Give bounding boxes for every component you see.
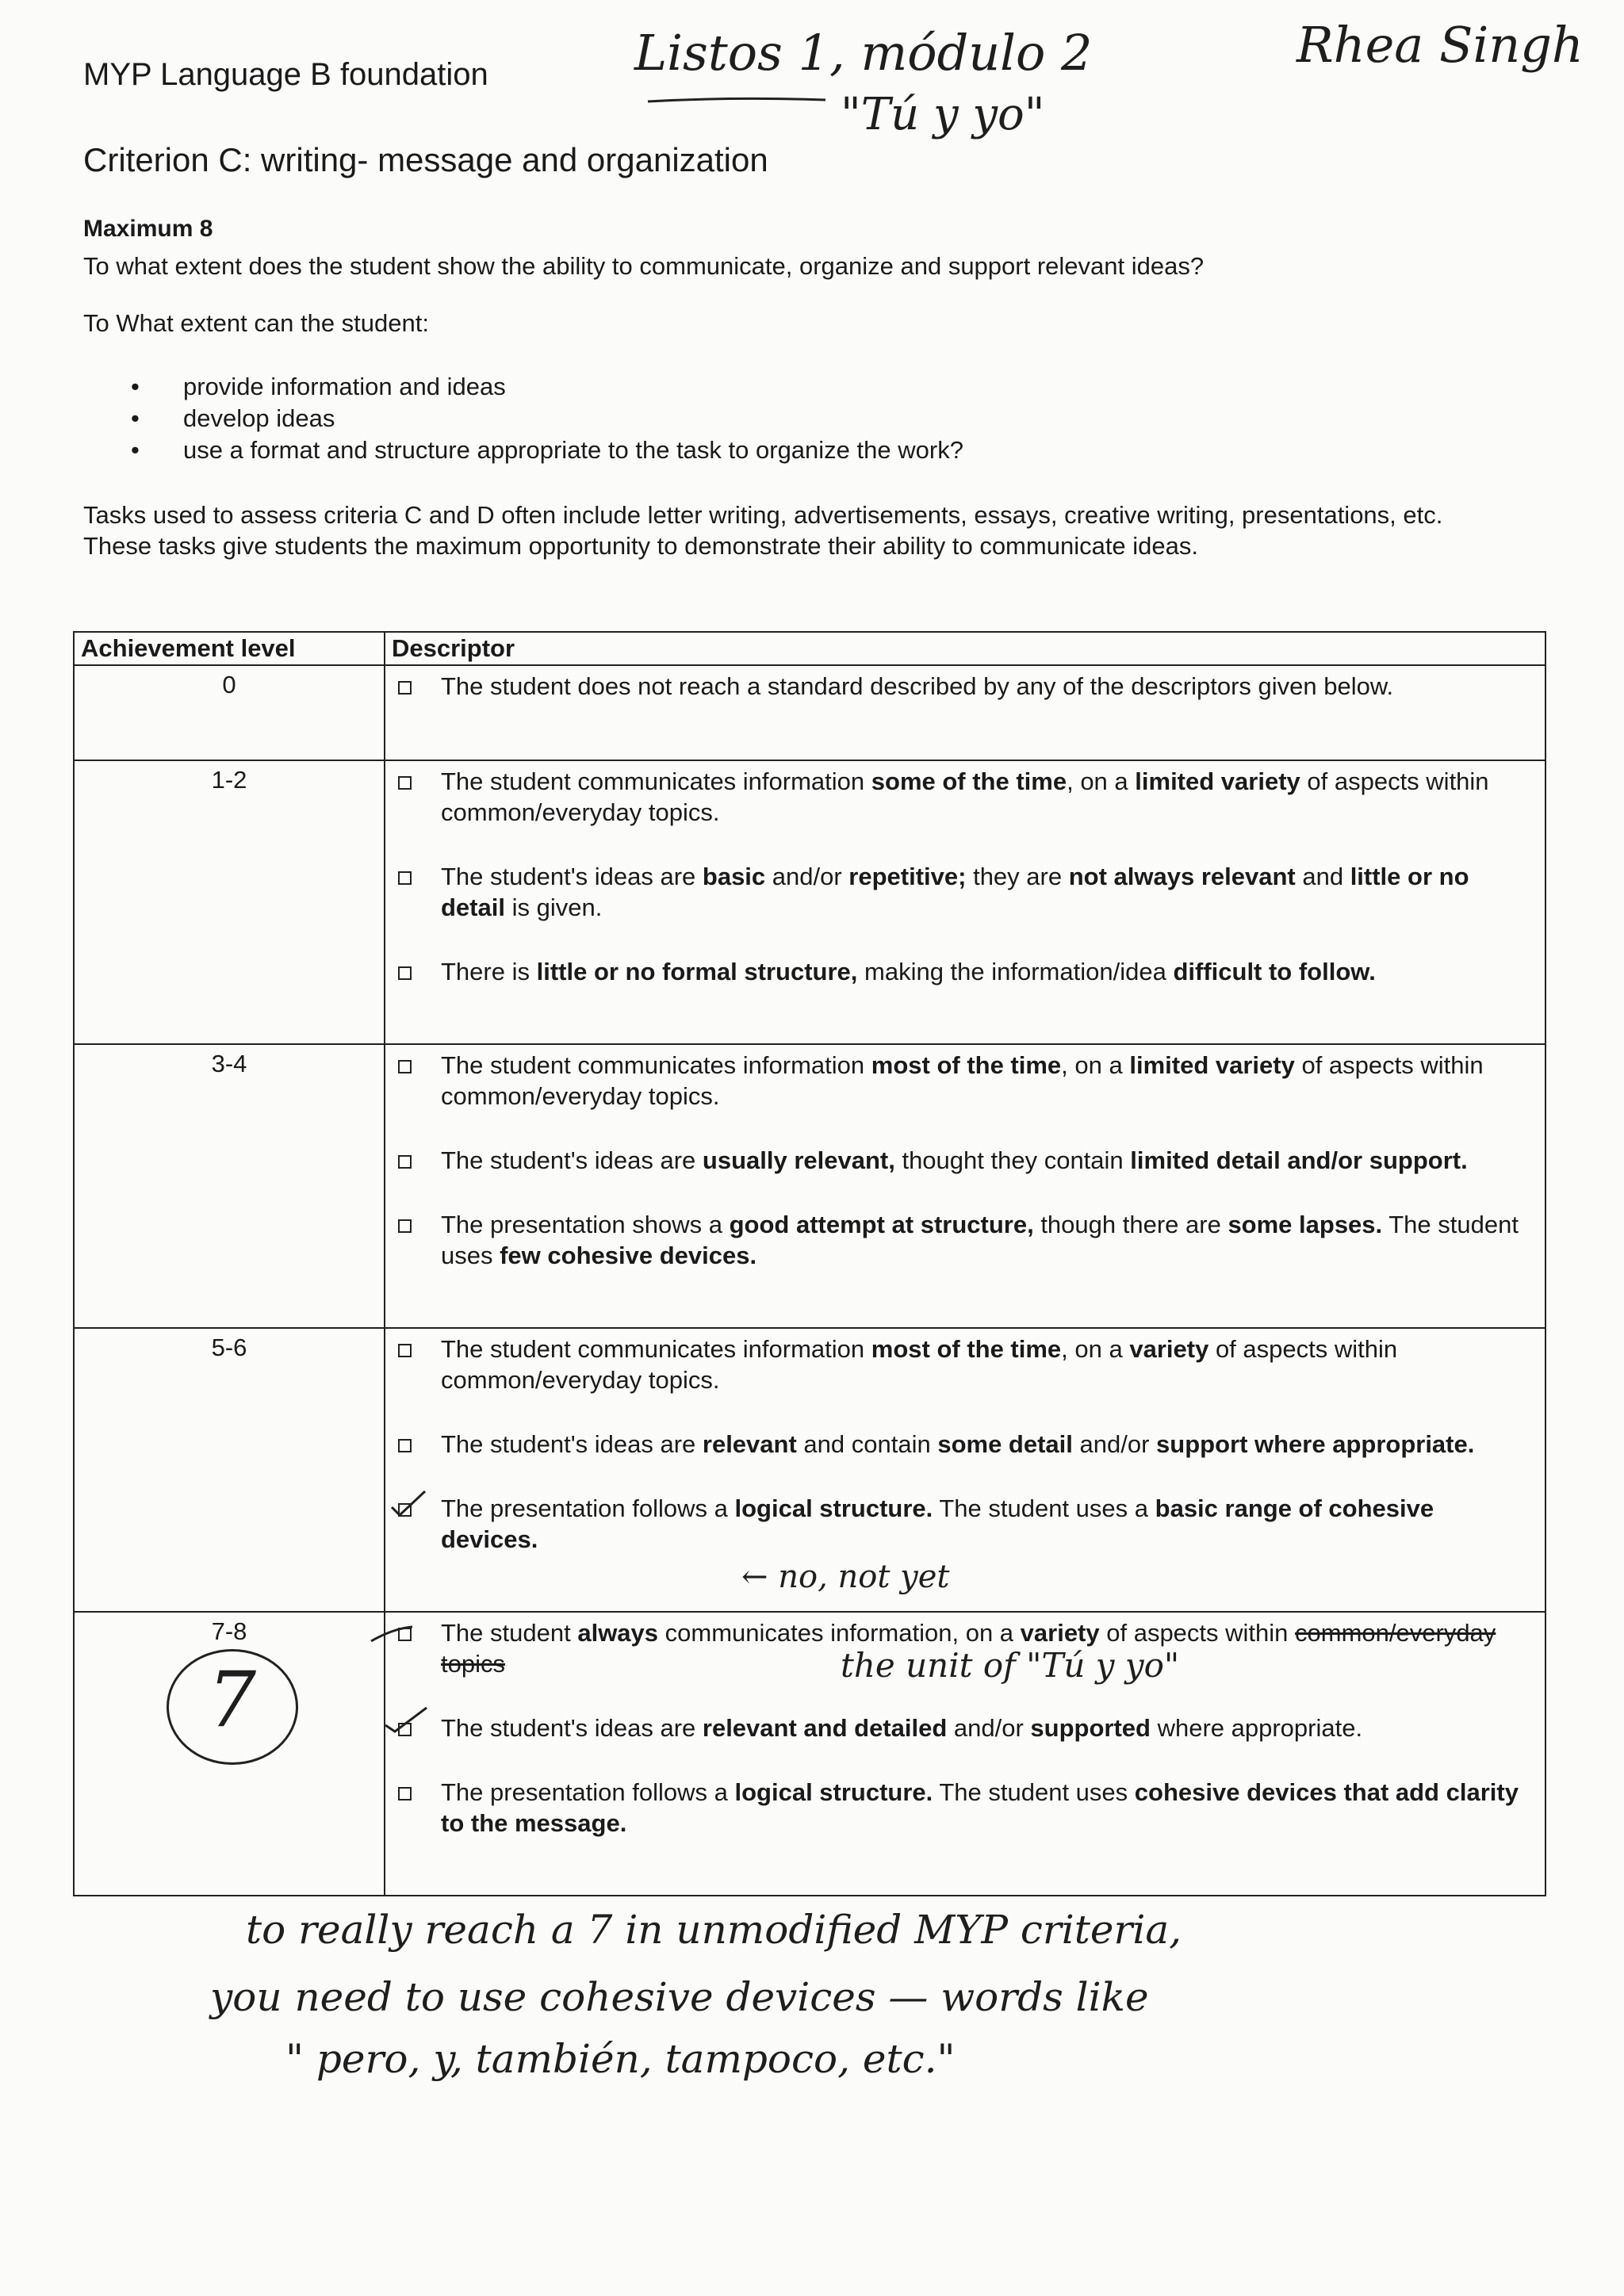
descriptor-item: The presentation follows a logical structure. The student uses cohesive devices that add clarity to the message. — [441, 1777, 1537, 1839]
handwritten-comment-line: " pero, y, también, tampoco, etc." — [285, 2036, 956, 2082]
checkbox[interactable] — [398, 1344, 412, 1357]
criterion-question: To what extent does the student show the ability to communicate, organize and support relevant ideas? — [83, 252, 1205, 280]
underline-stroke — [646, 95, 829, 105]
criterion-title: Criterion C: writing- message and organization — [83, 141, 768, 178]
achievement-level: 1-2 — [74, 760, 385, 1044]
handwritten-score: 7 — [208, 1655, 257, 1744]
achievement-level: 0 — [74, 665, 385, 760]
checkbox[interactable] — [398, 1219, 412, 1233]
descriptor-item: The student's ideas are relevant and contain some detail and/or support where appropriate. — [441, 1429, 1537, 1460]
bullet-item: • develop ideas — [131, 403, 963, 434]
descriptor-item: The presentation shows a good attempt at structure, though there are some lapses. The student uses few cohesive devices. — [441, 1209, 1537, 1271]
descriptor-item: The student's ideas are usually relevant, thought they contain limited detail and/or support. — [441, 1145, 1537, 1176]
descriptor-item: The presentation follows a logical structure. The student uses a basic range of cohesive devices. — [441, 1493, 1537, 1555]
checkbox[interactable] — [398, 776, 412, 790]
checkbox[interactable] — [398, 1155, 412, 1169]
descriptor-item: The student's ideas are relevant and detailed and/or supported where appropriate. — [441, 1712, 1537, 1743]
achievement-level: 5-6 — [74, 1328, 385, 1612]
tasks-note: Tasks used to assess criteria C and D often include letter writing, advertisements, essays, creative writing, presentations, etc. These tasks give students the maximum opportunity to demonstrate their ability to communicate ideas. — [83, 501, 1443, 560]
descriptor-cell — [385, 1328, 1545, 1612]
handwritten-comment-line: you need to use cohesive devices — words like — [210, 1974, 1149, 2020]
descriptor-item: The student always communicates information, on a variety of aspects within common/everyday topics — [441, 1617, 1537, 1679]
achievement-level: 7-8 — [74, 1612, 385, 1896]
column-header-descriptor: Descriptor — [385, 632, 1545, 665]
checkbox[interactable] — [398, 966, 412, 980]
table-header-row — [74, 632, 1545, 665]
maximum-label: Maximum 8 — [83, 216, 213, 242]
descriptor-item: There is little or no formal structure, making the information/idea difficult to follow. — [441, 956, 1537, 987]
checkbox[interactable] — [398, 871, 412, 885]
descriptor-item: The student's ideas are basic and/or repetitive; they are not always relevant and little or no detail is given. — [441, 861, 1537, 923]
table-row — [74, 1612, 1545, 1896]
handwritten-comment-line: to really reach a 7 in unmodified MYP criteria, — [246, 1907, 1182, 1953]
bullet-item: • provide information and ideas — [131, 371, 963, 403]
table-row — [74, 665, 1545, 760]
bullet-item: • use a format and structure appropriate to the task to organize the work? — [131, 434, 963, 466]
check-mark-icon — [389, 1488, 428, 1520]
descriptor-cell — [385, 1044, 1545, 1328]
checkbox[interactable] — [398, 1787, 412, 1800]
descriptor-item: The student communicates information most of the time, on a limited variety of aspects within common/everyday topics. — [441, 1050, 1537, 1112]
extent-intro: To What extent can the student: — [83, 309, 429, 337]
table-row — [74, 1044, 1545, 1328]
handwritten-unit-subtitle: "Tú y yo" — [841, 89, 1045, 140]
checkbox[interactable] — [398, 681, 412, 695]
descriptor-item: The student does not reach a standard described by any of the descriptors given below. — [441, 671, 1537, 702]
descriptor-cell — [385, 665, 1545, 760]
descriptor-cell — [385, 760, 1545, 1044]
handwritten-margin-note: ← no, not yet — [741, 1559, 950, 1595]
handwritten-unit-title: Listos 1, módulo 2 — [634, 24, 1093, 82]
handwritten-topic-note: the unit of "Tú y yo" — [841, 1646, 1180, 1685]
handwritten-student-name: Rhea Singh — [1297, 16, 1584, 74]
descriptor-item: The student communicates information most of the time, on a variety of aspects within common/everyday topics. — [441, 1334, 1537, 1395]
checkbox[interactable] — [398, 1060, 412, 1073]
column-header-level: Achievement level — [74, 632, 385, 665]
check-mark-icon — [370, 1621, 414, 1644]
table-row — [74, 760, 1545, 1044]
check-mark-icon — [382, 1705, 430, 1736]
criterion-bullets — [131, 371, 963, 466]
document-title: MYP Language B foundation — [83, 57, 488, 92]
achievement-level: 3-4 — [74, 1044, 385, 1328]
descriptor-item: The student communicates information some of the time, on a limited variety of aspects within common/everyday topics. — [441, 766, 1537, 828]
checkbox[interactable] — [398, 1439, 412, 1452]
